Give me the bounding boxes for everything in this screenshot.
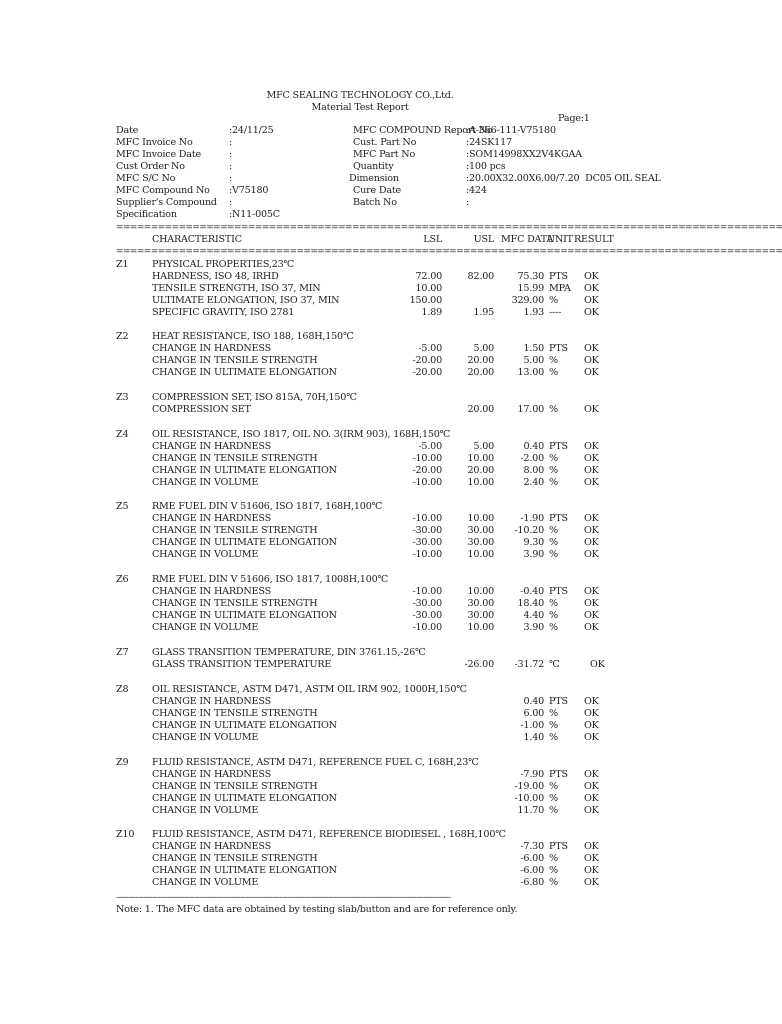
group-title: PHYSICAL PROPERTIES,23℃ xyxy=(152,259,295,270)
row-unit: % xyxy=(549,720,558,732)
row-result: OK xyxy=(584,343,599,355)
row-lsl: -10.00 xyxy=(412,453,442,465)
row-result: OK xyxy=(584,598,599,610)
info-value: :20.00X32.00X6.00/7.20 DC05 OIL SEAL xyxy=(466,173,661,184)
page-number: Page:1 xyxy=(558,113,590,124)
row-lsl: 10.00 xyxy=(415,283,442,295)
info-label: Specification xyxy=(116,209,177,220)
row-lsl: -20.00 xyxy=(412,367,442,379)
row-unit: % xyxy=(549,367,558,379)
info-label: Cure Date xyxy=(353,185,401,196)
row-usl: 30.00 xyxy=(467,537,494,549)
row-mfc-data: 4.40 xyxy=(523,610,544,622)
row-unit: PTS xyxy=(549,513,568,525)
group-code: Z7 xyxy=(116,647,129,658)
row-usl: 20.00 xyxy=(467,355,494,367)
row-result: OK xyxy=(584,525,599,537)
row-usl: 5.00 xyxy=(473,343,494,355)
col-unit: UNIT xyxy=(547,234,573,245)
row-characteristic: TENSILE STRENGTH, ISO 37, MIN xyxy=(152,283,321,295)
group-title: OIL RESISTANCE, ISO 1817, OIL NO. 3(IRM 903), 168H,150℃ xyxy=(152,429,451,440)
row-unit: PTS xyxy=(549,441,568,453)
row-lsl: -30.00 xyxy=(412,610,442,622)
row-mfc-data: 15.99 xyxy=(517,283,544,295)
row-result: OK xyxy=(584,696,599,708)
row-characteristic: CHANGE IN TENSILE STRENGTH xyxy=(152,355,318,367)
row-characteristic: CHANGE IN VOLUME xyxy=(152,477,259,489)
group-title: OIL RESISTANCE, ASTM D471, ASTM OIL IRM 902, 1000H,150℃ xyxy=(152,684,467,695)
row-usl: 10.00 xyxy=(467,622,494,634)
row-unit: % xyxy=(549,781,558,793)
row-lsl: -30.00 xyxy=(412,525,442,537)
row-characteristic: CHANGE IN TENSILE STRENGTH xyxy=(152,453,318,465)
row-usl: -26.00 xyxy=(464,659,494,671)
row-mfc-data: 1.40 xyxy=(523,732,544,744)
row-unit: % xyxy=(549,793,558,805)
row-unit: % xyxy=(549,537,558,549)
row-characteristic: GLASS TRANSITION TEMPERATURE xyxy=(152,659,332,671)
row-result: OK xyxy=(584,877,599,889)
row-result: OK xyxy=(584,453,599,465)
row-result: OK xyxy=(584,622,599,634)
info-label: MFC Invoice No xyxy=(116,137,193,148)
row-lsl: -10.00 xyxy=(412,549,442,561)
row-usl: 10.00 xyxy=(467,549,494,561)
info-label: Date xyxy=(116,125,139,136)
row-result: OK xyxy=(584,355,599,367)
info-label: MFC Part No xyxy=(353,149,416,160)
row-unit: % xyxy=(549,805,558,817)
info-value: :24/11/25 xyxy=(229,125,274,136)
row-usl: 10.00 xyxy=(467,477,494,489)
row-mfc-data: -19.00 xyxy=(514,781,544,793)
footnote: Note: 1. The MFC data are obtained by testing slab/button and are for reference only. xyxy=(116,904,518,915)
row-result: OK xyxy=(584,610,599,622)
row-mfc-data: 6.00 xyxy=(523,708,544,720)
row-result: OK xyxy=(584,404,599,416)
row-usl: 20.00 xyxy=(467,404,494,416)
row-characteristic: CHANGE IN HARDNESS xyxy=(152,696,271,708)
row-mfc-data: 1.50 xyxy=(523,343,544,355)
row-result: OK xyxy=(584,586,599,598)
group-title: FLUID RESISTANCE, ASTM D471, REFERENCE BIODIESEL , 168H,100℃ xyxy=(152,829,506,840)
row-unit: % xyxy=(549,853,558,865)
row-characteristic: CHANGE IN HARDNESS xyxy=(152,586,271,598)
row-lsl: 72.00 xyxy=(415,271,442,283)
row-unit: % xyxy=(549,598,558,610)
row-result: OK xyxy=(584,549,599,561)
row-usl: 20.00 xyxy=(467,465,494,477)
row-unit: % xyxy=(549,525,558,537)
row-usl: 30.00 xyxy=(467,598,494,610)
row-lsl: -30.00 xyxy=(412,537,442,549)
group-title: RME FUEL DIN V 51606, ISO 1817, 168H,100℃ xyxy=(152,501,383,512)
row-unit: % xyxy=(549,295,558,307)
double-rule-bottom: ================================================================================================ xyxy=(116,247,782,257)
info-value: :A-366-111-V75180 xyxy=(466,125,556,136)
row-lsl: -10.00 xyxy=(412,513,442,525)
row-mfc-data: -6.00 xyxy=(520,865,544,877)
row-characteristic: CHANGE IN TENSILE STRENGTH xyxy=(152,853,318,865)
group-title: RME FUEL DIN V 51606, ISO 1817, 1008H,100℃ xyxy=(152,574,389,585)
row-lsl: -20.00 xyxy=(412,465,442,477)
row-result: OK xyxy=(584,720,599,732)
info-label: MFC Compound No xyxy=(116,185,210,196)
row-usl: 10.00 xyxy=(467,586,494,598)
row-mfc-data: -7.90 xyxy=(520,769,544,781)
info-value: :24SK117 xyxy=(466,137,512,148)
row-result: OK xyxy=(584,793,599,805)
row-lsl: 1.89 xyxy=(421,307,442,319)
info-label: Supplier's Compound xyxy=(116,197,217,208)
row-lsl: 150.00 xyxy=(409,295,442,307)
row-mfc-data: -31.72 xyxy=(514,659,544,671)
row-usl: 30.00 xyxy=(467,610,494,622)
info-value: :SOM14998XX2V4KGAA xyxy=(466,149,582,160)
row-result: OK xyxy=(584,537,599,549)
row-mfc-data: -0.40 xyxy=(520,586,544,598)
row-result: OK xyxy=(584,781,599,793)
row-mfc-data: 13.00 xyxy=(517,367,544,379)
row-characteristic: CHANGE IN ULTIMATE ELONGATION xyxy=(152,537,337,549)
info-label: Batch No xyxy=(353,197,397,208)
row-mfc-data: 0.40 xyxy=(523,696,544,708)
row-unit: PTS xyxy=(549,769,568,781)
row-unit: PTS xyxy=(549,696,568,708)
info-value: : xyxy=(229,137,233,148)
row-unit: % xyxy=(549,465,558,477)
row-mfc-data: -2.00 xyxy=(520,453,544,465)
row-unit: % xyxy=(549,622,558,634)
row-usl: 30.00 xyxy=(467,525,494,537)
row-characteristic: CHANGE IN VOLUME xyxy=(152,549,259,561)
info-value: :V75180 xyxy=(229,185,269,196)
col-characteristic: CHARACTERISTIC xyxy=(152,234,242,245)
row-unit: PTS xyxy=(549,841,568,853)
row-characteristic: CHANGE IN HARDNESS xyxy=(152,769,271,781)
row-unit: % xyxy=(549,404,558,416)
row-lsl: -10.00 xyxy=(412,586,442,598)
row-mfc-data: 75.30 xyxy=(517,271,544,283)
col-lsl: LSL xyxy=(423,234,442,245)
row-unit: % xyxy=(549,453,558,465)
double-rule-top: ================================================================================================ xyxy=(116,223,782,233)
row-characteristic: CHANGE IN HARDNESS xyxy=(152,513,271,525)
row-characteristic: CHANGE IN HARDNESS xyxy=(152,841,271,853)
group-code: Z1 xyxy=(116,259,129,270)
row-characteristic: CHANGE IN TENSILE STRENGTH xyxy=(152,781,318,793)
row-usl: 10.00 xyxy=(467,513,494,525)
group-title: COMPRESSION SET, ISO 815A, 70H,150℃ xyxy=(152,392,357,403)
info-label: Quantity xyxy=(353,161,394,172)
row-unit: % xyxy=(549,355,558,367)
row-result: OK xyxy=(584,441,599,453)
row-result: OK xyxy=(584,708,599,720)
row-mfc-data: -6.00 xyxy=(520,853,544,865)
row-characteristic: COMPRESSION SET xyxy=(152,404,251,416)
row-result: OK xyxy=(584,465,599,477)
row-mfc-data: 11.70 xyxy=(517,805,544,817)
info-value: : xyxy=(229,173,233,184)
info-value: :N11-005C xyxy=(229,209,280,220)
row-mfc-data: 9.30 xyxy=(523,537,544,549)
group-code: Z10 xyxy=(116,829,135,840)
row-characteristic: CHANGE IN TENSILE STRENGTH xyxy=(152,525,318,537)
row-characteristic: CHANGE IN ULTIMATE ELONGATION xyxy=(152,465,337,477)
row-unit: ---- xyxy=(549,307,562,319)
row-unit: % xyxy=(549,865,558,877)
row-mfc-data: 8.00 xyxy=(523,465,544,477)
info-label: MFC S/C No xyxy=(116,173,176,184)
row-characteristic: CHANGE IN ULTIMATE ELONGATION xyxy=(152,865,337,877)
row-unit: % xyxy=(549,549,558,561)
info-label: MFC Invoice Date xyxy=(116,149,201,160)
info-value: :424 xyxy=(466,185,487,196)
report-title: Material Test Report xyxy=(311,102,409,113)
info-value: : xyxy=(229,197,233,208)
row-characteristic: ULTIMATE ELONGATION, ISO 37, MIN xyxy=(152,295,340,307)
row-lsl: -5.00 xyxy=(418,343,442,355)
group-code: Z8 xyxy=(116,684,129,695)
row-characteristic: CHANGE IN HARDNESS xyxy=(152,343,271,355)
row-mfc-data: 3.90 xyxy=(523,549,544,561)
info-value: :100 pcs xyxy=(466,161,506,172)
row-result: OK xyxy=(584,853,599,865)
row-characteristic: CHANGE IN VOLUME xyxy=(152,805,259,817)
row-lsl: -30.00 xyxy=(412,598,442,610)
row-mfc-data: 3.90 xyxy=(523,622,544,634)
group-code: Z4 xyxy=(116,429,129,440)
row-unit: % xyxy=(549,708,558,720)
row-mfc-data: 2.40 xyxy=(523,477,544,489)
col-usl: USL xyxy=(473,234,494,245)
row-result: OK xyxy=(584,283,599,295)
row-characteristic: CHANGE IN ULTIMATE ELONGATION xyxy=(152,610,337,622)
group-title: FLUID RESISTANCE, ASTM D471, REFERENCE FUEL C, 168H,23℃ xyxy=(152,757,479,768)
row-lsl: -10.00 xyxy=(412,622,442,634)
group-code: Z2 xyxy=(116,331,129,342)
row-characteristic: CHANGE IN TENSILE STRENGTH xyxy=(152,598,318,610)
row-usl: 5.00 xyxy=(473,441,494,453)
group-title: GLASS TRANSITION TEMPERATURE, DIN 3761.15,-26℃ xyxy=(152,647,426,658)
row-lsl: -5.00 xyxy=(418,441,442,453)
row-mfc-data: -6.80 xyxy=(520,877,544,889)
row-usl: 10.00 xyxy=(467,453,494,465)
group-title: HEAT RESISTANCE, ISO 188, 168H,150℃ xyxy=(152,331,354,342)
info-label: Cust Order No xyxy=(116,161,185,172)
row-unit: PTS xyxy=(549,586,568,598)
row-result: OK xyxy=(584,841,599,853)
group-code: Z5 xyxy=(116,501,129,512)
info-value: : xyxy=(229,161,233,172)
row-usl: 1.95 xyxy=(473,307,494,319)
row-result: OK xyxy=(584,307,599,319)
company-name: MFC SEALING TECHNOLOGY CO.,Ltd. xyxy=(266,90,454,101)
row-characteristic: CHANGE IN ULTIMATE ELONGATION xyxy=(152,367,337,379)
row-result: OK xyxy=(584,367,599,379)
group-code: Z9 xyxy=(116,757,129,768)
row-characteristic: CHANGE IN VOLUME xyxy=(152,732,259,744)
group-code: Z6 xyxy=(116,574,129,585)
info-label: Dimension xyxy=(349,173,399,184)
row-mfc-data: 5.00 xyxy=(523,355,544,367)
row-result: OK xyxy=(584,477,599,489)
row-result: OK xyxy=(584,805,599,817)
row-unit: % xyxy=(549,477,558,489)
row-characteristic: CHANGE IN HARDNESS xyxy=(152,441,271,453)
row-mfc-data: 0.40 xyxy=(523,441,544,453)
row-unit: MPA xyxy=(549,283,571,295)
row-mfc-data: 17.00 xyxy=(517,404,544,416)
row-result: OK xyxy=(584,295,599,307)
row-result: OK xyxy=(584,513,599,525)
info-label: Cust. Part No xyxy=(353,137,417,148)
col-mfc-data: MFC DATA xyxy=(501,234,554,245)
row-usl: 82.00 xyxy=(467,271,494,283)
row-mfc-data: -10.00 xyxy=(514,793,544,805)
row-result: OK xyxy=(584,865,599,877)
info-label: MFC COMPOUND Report No xyxy=(353,125,493,136)
row-mfc-data: -1.90 xyxy=(520,513,544,525)
row-characteristic: CHANGE IN ULTIMATE ELONGATION xyxy=(152,720,337,732)
row-lsl: -20.00 xyxy=(412,355,442,367)
row-characteristic: SPECIFIC GRAVITY, ISO 2781 xyxy=(152,307,295,319)
row-unit: % xyxy=(549,610,558,622)
row-lsl: -10.00 xyxy=(412,477,442,489)
row-mfc-data: -10.20 xyxy=(514,525,544,537)
group-code: Z3 xyxy=(116,392,129,403)
info-value: : xyxy=(466,197,470,208)
row-result: OK xyxy=(584,271,599,283)
row-result: OK xyxy=(590,659,605,671)
row-unit: PTS xyxy=(549,343,568,355)
row-unit: ℃ xyxy=(549,659,560,671)
row-characteristic: CHANGE IN VOLUME xyxy=(152,622,259,634)
row-unit: % xyxy=(549,732,558,744)
row-characteristic: CHANGE IN ULTIMATE ELONGATION xyxy=(152,793,337,805)
dashed-rule: ----------------------------------------------------------------------------------------------------------------------------------------- xyxy=(116,893,451,903)
row-mfc-data: 329.00 xyxy=(511,295,544,307)
row-unit: PTS xyxy=(549,271,568,283)
row-result: OK xyxy=(584,769,599,781)
col-result: RESULT xyxy=(574,234,614,245)
row-mfc-data: 18.40 xyxy=(517,598,544,610)
row-characteristic: CHANGE IN TENSILE STRENGTH xyxy=(152,708,318,720)
info-value: : xyxy=(229,149,233,160)
row-mfc-data: -1.00 xyxy=(520,720,544,732)
row-unit: % xyxy=(549,877,558,889)
row-result: OK xyxy=(584,732,599,744)
row-mfc-data: -7.30 xyxy=(520,841,544,853)
row-usl: 20.00 xyxy=(467,367,494,379)
row-mfc-data: 1.93 xyxy=(523,307,544,319)
row-characteristic: CHANGE IN VOLUME xyxy=(152,877,259,889)
row-characteristic: HARDNESS, ISO 48, IRHD xyxy=(152,271,279,283)
